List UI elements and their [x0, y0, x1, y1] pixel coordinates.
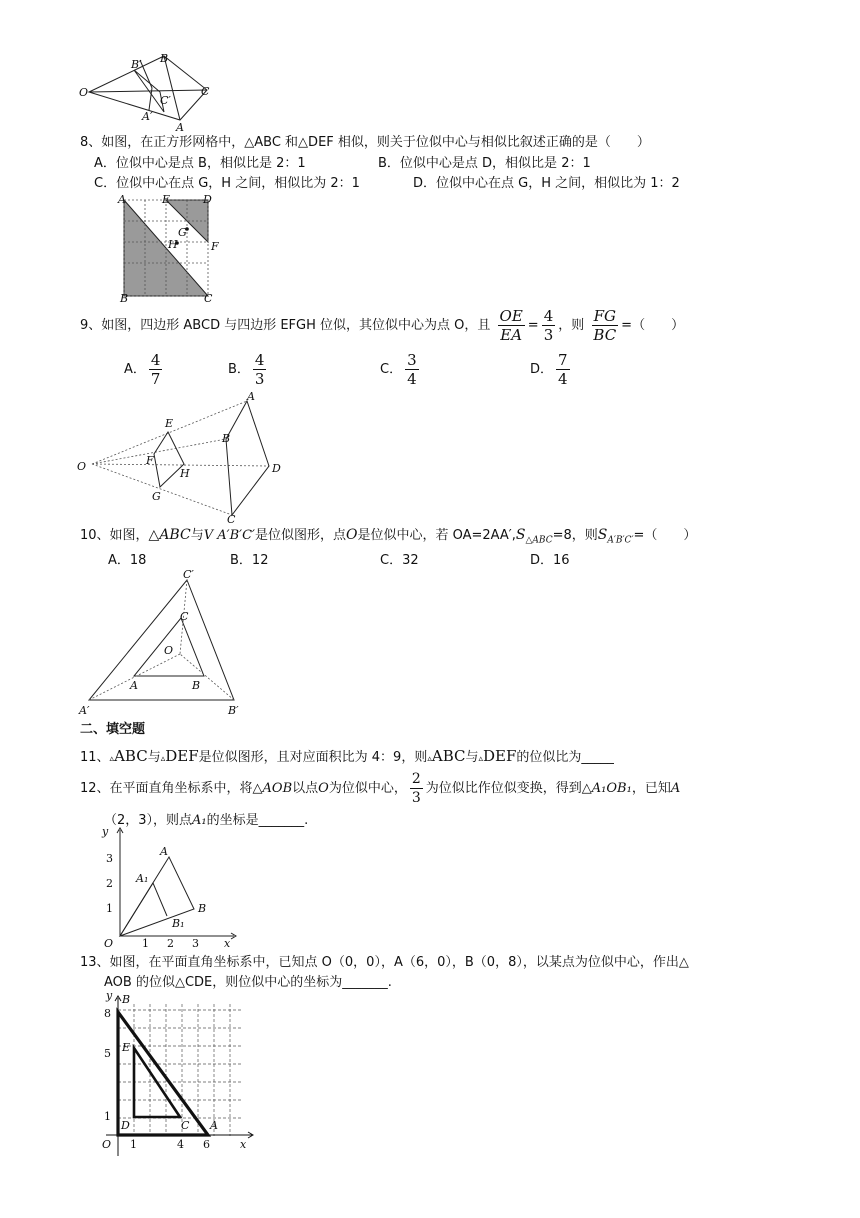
fig13-tick-x6: 6 — [203, 1138, 210, 1151]
q10-option-a: A．18 — [108, 553, 147, 568]
fig7-label-Cp: C′ — [160, 94, 171, 107]
q9-option-d: D． $\frac{7}{4}$ — [530, 351, 568, 388]
q8-option-c: C．位似中心在点 G，H 之间，相似比为 2：1 — [94, 176, 360, 191]
section-title-fill-in: 二、填空题 — [80, 722, 146, 737]
q12-stem-line1: 12、在平面直角坐标系中，将△AOB以点O为位似中心， $\frac{2}{3}$ 为位似比作位似变换，得到△A₁OB₁，已知A — [80, 771, 681, 806]
fig12-tick-x1: 1 — [142, 937, 149, 950]
q8-option-b: B．位似中心是点 D，相似比是 2：1 — [378, 156, 591, 171]
figure-q10 — [76, 568, 246, 720]
fig7-label-Ap: A′ — [142, 110, 153, 123]
q9-mid: ，则 — [558, 318, 585, 333]
fig8-label-F: F — [211, 240, 219, 253]
fig12-tick-y2: 2 — [106, 877, 113, 890]
fig9-label-O: O — [77, 460, 87, 473]
fig13-label-D: D — [121, 1119, 130, 1132]
fig9-label-F: F — [146, 454, 154, 467]
fig7-label-A: A — [176, 121, 184, 134]
q9-ratio-fraction — [542, 307, 556, 344]
fig10-label-Cp: C′ — [183, 568, 194, 581]
fig7-label-Bp: B′ — [131, 58, 142, 71]
q8-option-a: A．位似中心是点 B，相似比是 2：1 — [94, 156, 306, 171]
fig13-tick-x4: 4 — [177, 1138, 184, 1151]
fig7-label-B: B — [160, 52, 169, 65]
fig8-label-D: D — [203, 193, 212, 206]
fig9-label-G: G — [152, 490, 161, 503]
q9-cond-num: OE — [499, 307, 523, 325]
fig13-label-O: O — [102, 1138, 112, 1151]
fig7-label-O: O — [79, 86, 89, 99]
fig10-label-B: B — [192, 679, 201, 692]
q9-ask-fraction — [591, 307, 618, 344]
q11-stem: 11、▵ABC与▵DEF是位似图形，且对应面积比为 4：9，则▵ABC与▵DEF的位似比为_____ — [80, 747, 614, 765]
q9-option-c: C． $\frac{3}{4}$ — [380, 351, 417, 388]
fig12-label-B: B — [198, 902, 207, 915]
q9-ask-tail: =（ ） — [621, 318, 685, 333]
fig13-label-A: A — [210, 1119, 218, 1132]
q13-stem-line2: AOB 的位似△CDE，则位似中心的坐标为_______. — [104, 975, 392, 990]
fig13-label-x: x — [240, 1138, 247, 1151]
q9-ask-den: BC — [593, 326, 617, 344]
q9-stem — [80, 306, 684, 346]
q9-eq: = — [527, 318, 539, 333]
q10-option-c: C．32 — [380, 553, 419, 568]
figure-q7 — [74, 52, 224, 134]
fig13-label-E: E — [122, 1041, 131, 1054]
q9-stem-prefix: 9、如图，四边形 ABCD 与四边形 EFGH 位似，其位似中心为点 O，且 — [80, 318, 491, 333]
q10-option-d: D．16 — [530, 553, 570, 568]
fig8-label-H: H — [168, 238, 178, 251]
fig13-tick-y8: 8 — [104, 1007, 111, 1020]
fig10-label-Bp: B′ — [228, 704, 239, 717]
figure-q12 — [94, 824, 244, 950]
fig9-label-C: C — [227, 513, 236, 524]
fig12-label-x: x — [224, 937, 231, 950]
fig9-label-E: E — [165, 417, 174, 430]
fig13-tick-x1: 1 — [130, 1138, 137, 1151]
q13-stem-line1: 13、如图，在平面直角坐标系中，已知点 O（0，0），A（6，0），B（0，8），以某点为位似中心，作出△ — [80, 955, 689, 970]
q10-stem: 10、如图，△ABC与V A′B′C′是位似图形，点O是位似中心，若 $OA=2AA',S_{\triangle ABC}=8$，则$S_{A'B'C'}=$（ ） — [80, 527, 697, 546]
fig8-label-G: G — [178, 226, 187, 239]
fig12-tick-y3: 3 — [106, 852, 113, 865]
q8-option-d: D．位似中心在点 G，H 之间，相似比为 1：2 — [413, 176, 680, 191]
fig10-label-Ap: A′ — [79, 704, 90, 717]
fig10-label-C: C — [180, 610, 189, 623]
q9-ratio-den: 3 — [543, 326, 554, 344]
fig13-tick-y1: 1 — [104, 1110, 111, 1123]
fig13-label-C: C — [181, 1119, 190, 1132]
fig8-label-E: E — [162, 193, 171, 206]
fig13-label-B: B — [122, 993, 131, 1006]
fig12-tick-y1: 1 — [106, 902, 113, 915]
q8-stem: 8、如图，在正方形网格中，△ABC 和△DEF 相似，则关于位似中心与相似比叙述正确的是（ ） — [80, 135, 650, 150]
fig9-label-D: D — [272, 462, 281, 475]
q9-cond-den: EA — [500, 326, 523, 344]
figure-q13 — [94, 990, 264, 1160]
fig9-label-H: H — [180, 467, 190, 480]
fig12-label-A: A — [160, 845, 168, 858]
fig12-label-A1: A₁ — [136, 872, 149, 885]
fig8-label-C: C — [204, 292, 213, 304]
q12-stem-line2: （2，3），则点A₁的坐标是_______. — [104, 813, 309, 828]
fig12-label-y: y — [102, 825, 109, 838]
fig8-label-A: A — [118, 193, 126, 206]
fig12-label-O: O — [104, 937, 114, 950]
fig10-label-A: A — [130, 679, 138, 692]
fig12-label-B1: B₁ — [172, 917, 185, 930]
q9-option-a: A． $\frac{4}{7}$ — [124, 351, 161, 388]
fig13-label-y: y — [106, 990, 113, 1002]
q10-option-b: B．12 — [230, 553, 269, 568]
fig12-tick-x2: 2 — [167, 937, 174, 950]
fig12-tick-x3: 3 — [192, 937, 199, 950]
fig10-label-O: O — [164, 644, 174, 657]
q9-ratio-num: 4 — [543, 307, 554, 325]
fig9-label-B: B — [222, 432, 231, 445]
fig13-tick-y5: 5 — [104, 1047, 111, 1060]
fig8-label-B: B — [120, 292, 129, 304]
q9-option-b: B． $\frac{4}{3}$ — [228, 351, 265, 388]
q9-condition-fraction — [498, 307, 525, 344]
q9-ask-num: FG — [593, 307, 616, 325]
figure-q8 — [112, 192, 224, 304]
fig7-label-C: C — [201, 85, 210, 98]
figure-q9 — [72, 392, 292, 524]
fig9-label-A: A — [247, 392, 255, 403]
